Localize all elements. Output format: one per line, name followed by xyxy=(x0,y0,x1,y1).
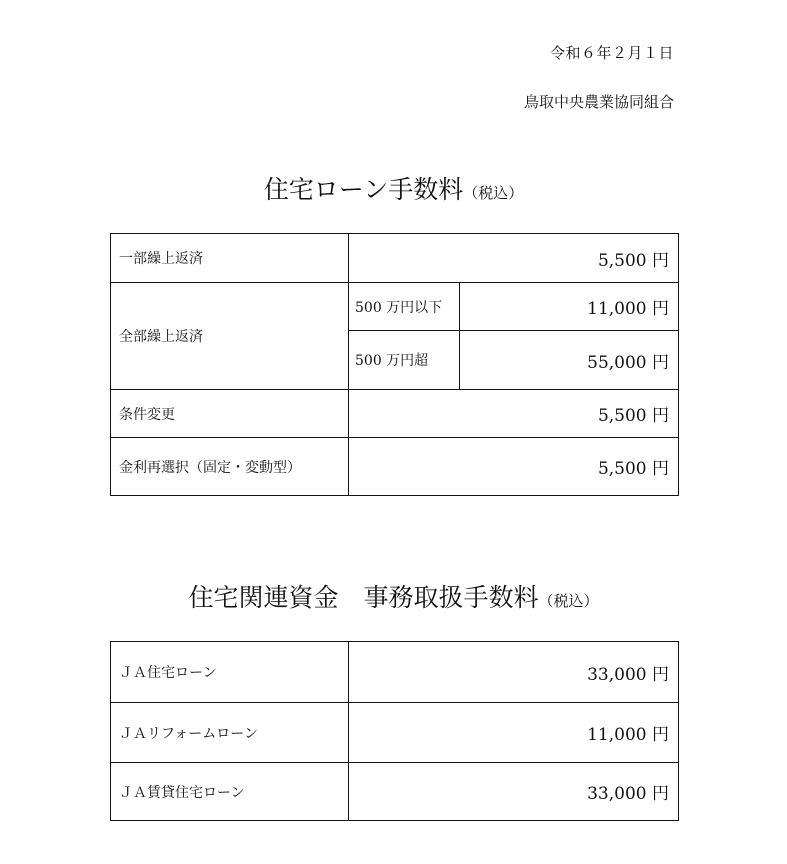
section2-title xyxy=(0,578,787,614)
row-fee: 5,500 円 xyxy=(349,438,679,496)
row-label: 一部繰上返済 xyxy=(111,234,349,283)
section1-tax-note: （税込） xyxy=(463,184,524,202)
row-fee: 11,000 円 xyxy=(349,703,679,763)
row-fee: 33,000 円 xyxy=(349,642,679,703)
table-row xyxy=(111,642,679,703)
subrow-fee: 55,000 円 xyxy=(460,331,679,390)
row-label: ＪＡ住宅ローン xyxy=(111,642,349,703)
table-row xyxy=(111,390,679,438)
subrow-fee: 11,000 円 xyxy=(460,283,679,331)
section1-title-text: 住宅ローン手数料 xyxy=(263,175,464,204)
section2-tax-note: （税込） xyxy=(538,592,599,610)
section2-title-text: 住宅関連資金 事務取扱手数料 xyxy=(188,583,539,612)
row-fee: 33,000 円 xyxy=(349,763,679,821)
row-fee: 5,500 円 xyxy=(349,234,679,283)
row-label: 全部繰上返済 xyxy=(111,283,349,390)
row-label: ＪＡリフォームローン xyxy=(111,703,349,763)
subrow-label: 500 万円以下 xyxy=(349,283,460,331)
table-row xyxy=(111,438,679,496)
row-fee: 5,500 円 xyxy=(349,390,679,438)
row-label: 条件変更 xyxy=(111,390,349,438)
housing-loan-fee-table xyxy=(110,233,679,496)
subrow-label: 500 万円超 xyxy=(349,331,460,390)
table-row xyxy=(111,283,679,331)
document-date: 令和６年２月１日 xyxy=(549,44,674,62)
table-row xyxy=(111,763,679,821)
organization-name: 鳥取中央農業協同組合 xyxy=(523,93,674,111)
housing-fund-fee-table xyxy=(110,641,679,821)
row-label: ＪＡ賃貸住宅ローン xyxy=(111,763,349,821)
table-row xyxy=(111,234,679,283)
row-label: 金利再選択（固定・変動型） xyxy=(111,438,349,496)
section1-title xyxy=(0,170,787,206)
table-row xyxy=(111,703,679,763)
